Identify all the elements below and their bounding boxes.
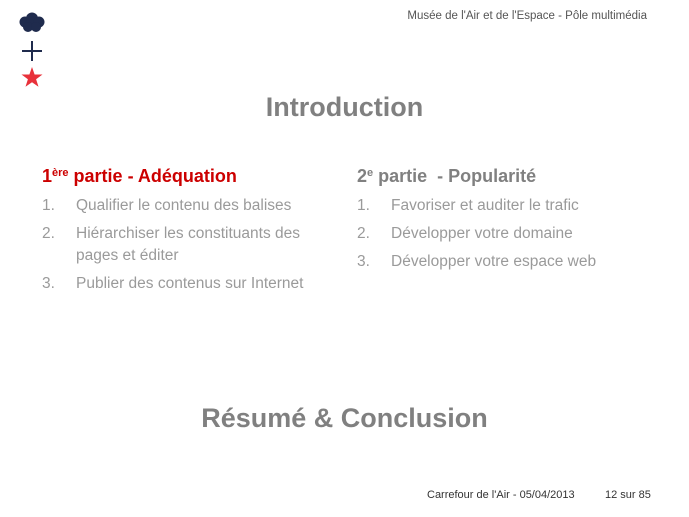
- list-item: [357, 223, 657, 245]
- part-one-heading: [42, 166, 342, 187]
- list-item-number: 3.: [357, 253, 370, 270]
- part-one-number: 1: [42, 166, 53, 186]
- list-item: [42, 195, 342, 217]
- list-item-text: Favoriser et auditer le trafic: [391, 197, 579, 214]
- list-item: [357, 251, 657, 273]
- museum-header: Musée de l'Air et de l'Espace - Pôle multimédia: [407, 10, 647, 22]
- list-item-number: 1.: [357, 197, 370, 214]
- list-item-number: 3.: [42, 275, 55, 292]
- part-one-column: [42, 166, 342, 301]
- part-two-list: [357, 195, 657, 273]
- part-two-column: [357, 166, 657, 279]
- part-two-title: partie - Popularité: [373, 166, 537, 186]
- plus-icon: [22, 41, 42, 61]
- part-two-number: 2: [357, 166, 368, 186]
- list-item-text: Qualifier le contenu des balises: [76, 197, 292, 214]
- list-item-number: 1.: [42, 197, 55, 214]
- list-item: [357, 195, 657, 217]
- museum-logo: [16, 12, 48, 92]
- part-two-heading: [357, 166, 657, 187]
- part-one-title: partie - Adéquation: [68, 166, 237, 186]
- footer-event: Carrefour de l'Air - 05/04/2013: [427, 489, 575, 501]
- list-item-text: Développer votre domaine: [391, 225, 573, 242]
- list-item: [42, 223, 342, 267]
- page-number: 12 sur 85: [605, 489, 651, 501]
- list-item-text: Développer votre espace web: [391, 253, 597, 270]
- part-one-list: [42, 195, 342, 295]
- star-icon: [22, 67, 43, 87]
- list-item-number: 2.: [357, 225, 370, 242]
- part-one-ordinal: ère: [52, 167, 69, 179]
- list-item: [42, 273, 342, 295]
- section-title-summary: Résumé & Conclusion: [201, 403, 488, 433]
- list-item-text: Publier des contenus sur Internet: [76, 275, 304, 292]
- cloud-icon: [20, 13, 45, 33]
- part-two-ordinal: e: [367, 167, 374, 179]
- slide-title: Introduction: [265, 92, 424, 122]
- logo-graphic: [16, 12, 48, 92]
- list-item-text: Hiérarchiser les constituants des pages et éditer: [76, 225, 300, 264]
- list-item-number: 2.: [42, 225, 55, 242]
